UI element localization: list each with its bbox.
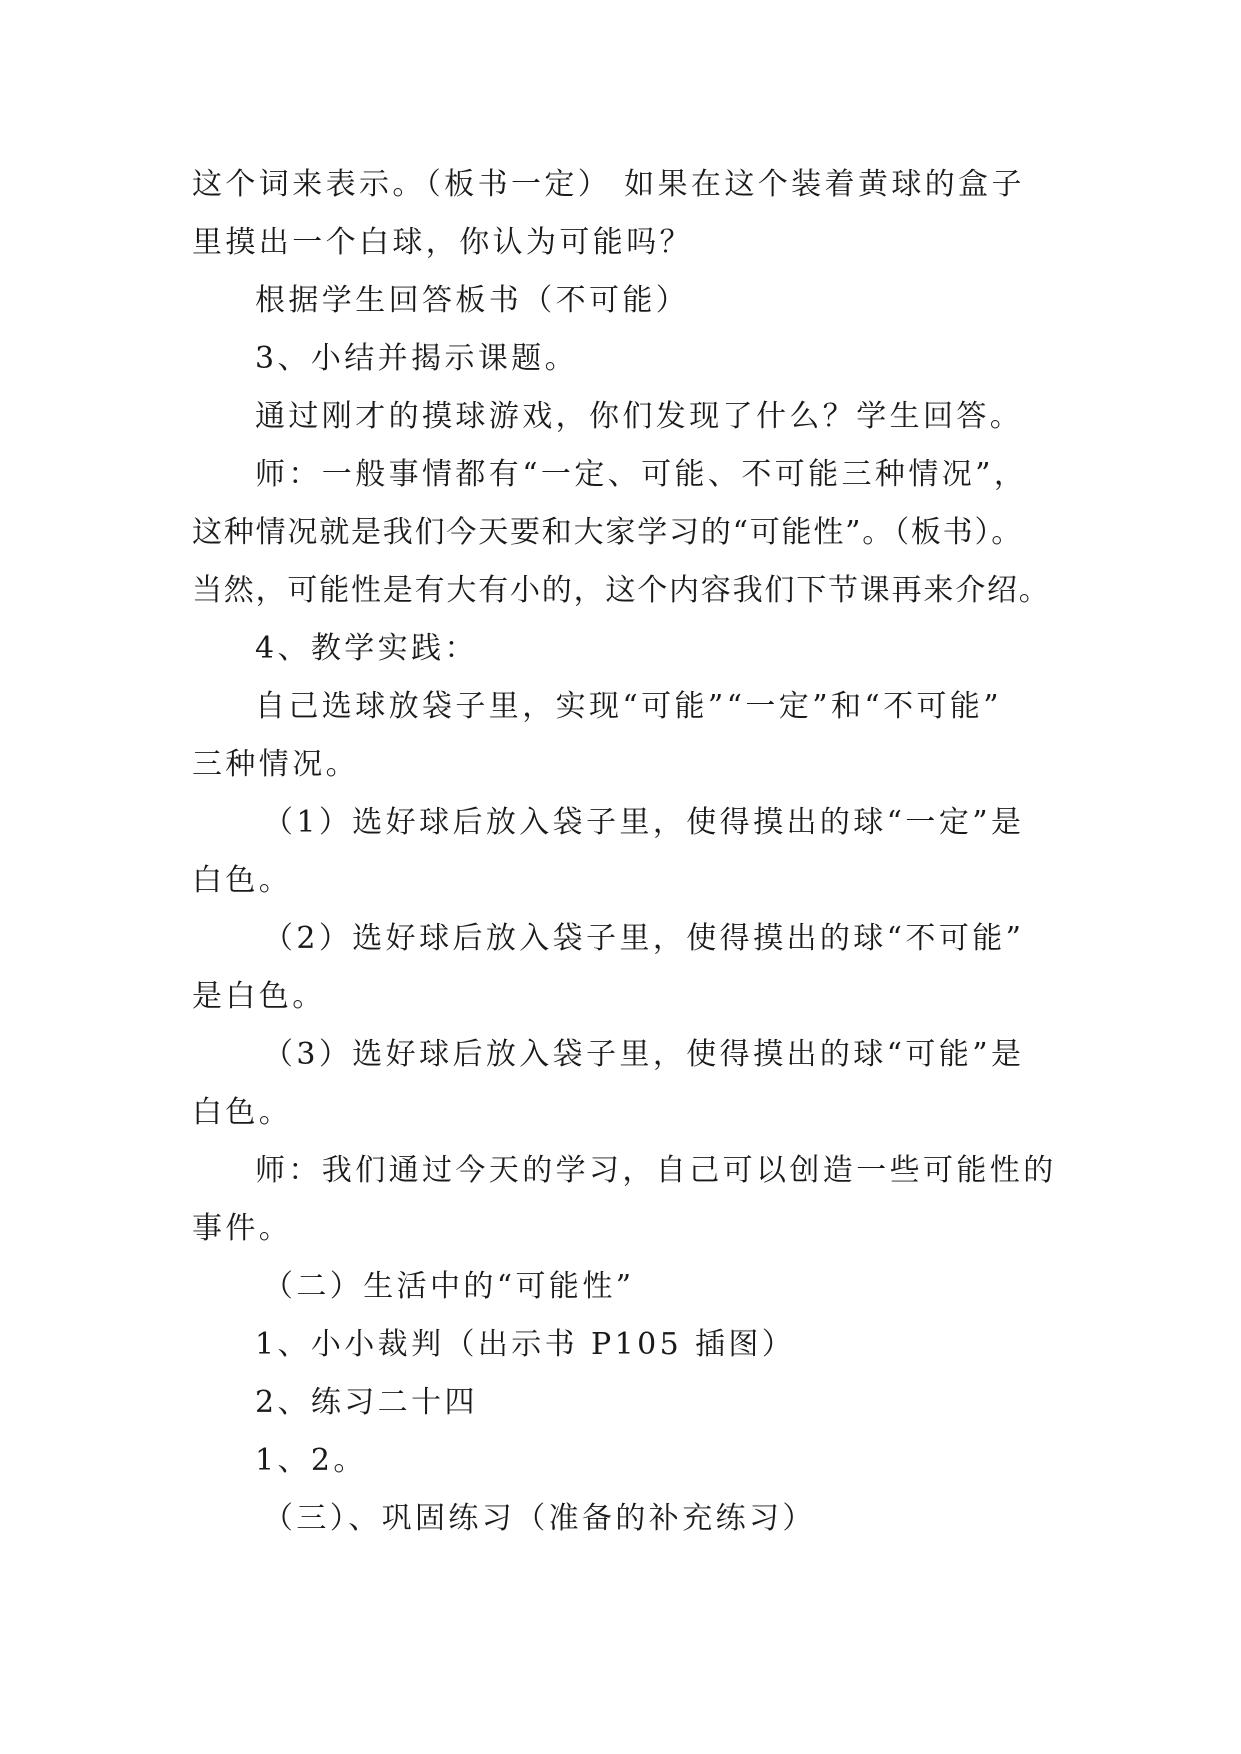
- text-line: 通过刚才的摸球游戏，你们发现了什么？学生回答。: [255, 399, 1024, 434]
- text-line: （2）选好球后放入袋子里，使得摸出的球“不可能”: [263, 921, 1025, 956]
- text-line: 白色。: [192, 863, 293, 898]
- text-line: （二）生活中的“可能性”: [263, 1269, 635, 1304]
- text-line: 这种情况就是我们今天要和大家学习的“可能性”。（板书）。: [192, 515, 1024, 550]
- text-line: 是白色。: [192, 979, 326, 1014]
- text-line: （3）选好球后放入袋子里，使得摸出的球“可能”是: [263, 1037, 1025, 1072]
- text-line: 里摸出一个白球，你认为可能吗？: [192, 225, 693, 260]
- text-line: 3、小结并揭示课题。: [255, 341, 579, 376]
- text-line: 师：我们通过今天的学习，自己可以创造一些可能性的: [255, 1153, 1057, 1188]
- text-line: 这个词来表示。（板书一定） 如果在这个装着黄球的盒子: [192, 167, 1025, 202]
- text-line: （三）、巩固练习（准备的补充练习）: [263, 1501, 816, 1536]
- text-line: （1）选好球后放入袋子里，使得摸出的球“一定”是: [263, 805, 1025, 840]
- text-line: 2、练习二十四: [255, 1385, 478, 1420]
- text-line: 自己选球放袋子里，实现“可能”“一定”和“不可能”: [255, 689, 1003, 724]
- text-line: 师：一般事情都有“一定、可能、不可能三种情况”，: [255, 457, 1028, 492]
- text-line: 三种情况。: [192, 747, 359, 782]
- text-line: 当然，可能性是有大有小的，这个内容我们下节课再来介绍。: [192, 573, 1051, 608]
- text-line: 事件。: [192, 1211, 293, 1246]
- text-line: 1、2。: [255, 1443, 367, 1478]
- text-line: 根据学生回答板书（不可能）: [255, 283, 690, 318]
- text-line: 白色。: [192, 1095, 293, 1130]
- text-line: 4、教学实践：: [255, 631, 478, 666]
- text-line: 1、小小裁判（出示书 P105 插图）: [255, 1327, 796, 1362]
